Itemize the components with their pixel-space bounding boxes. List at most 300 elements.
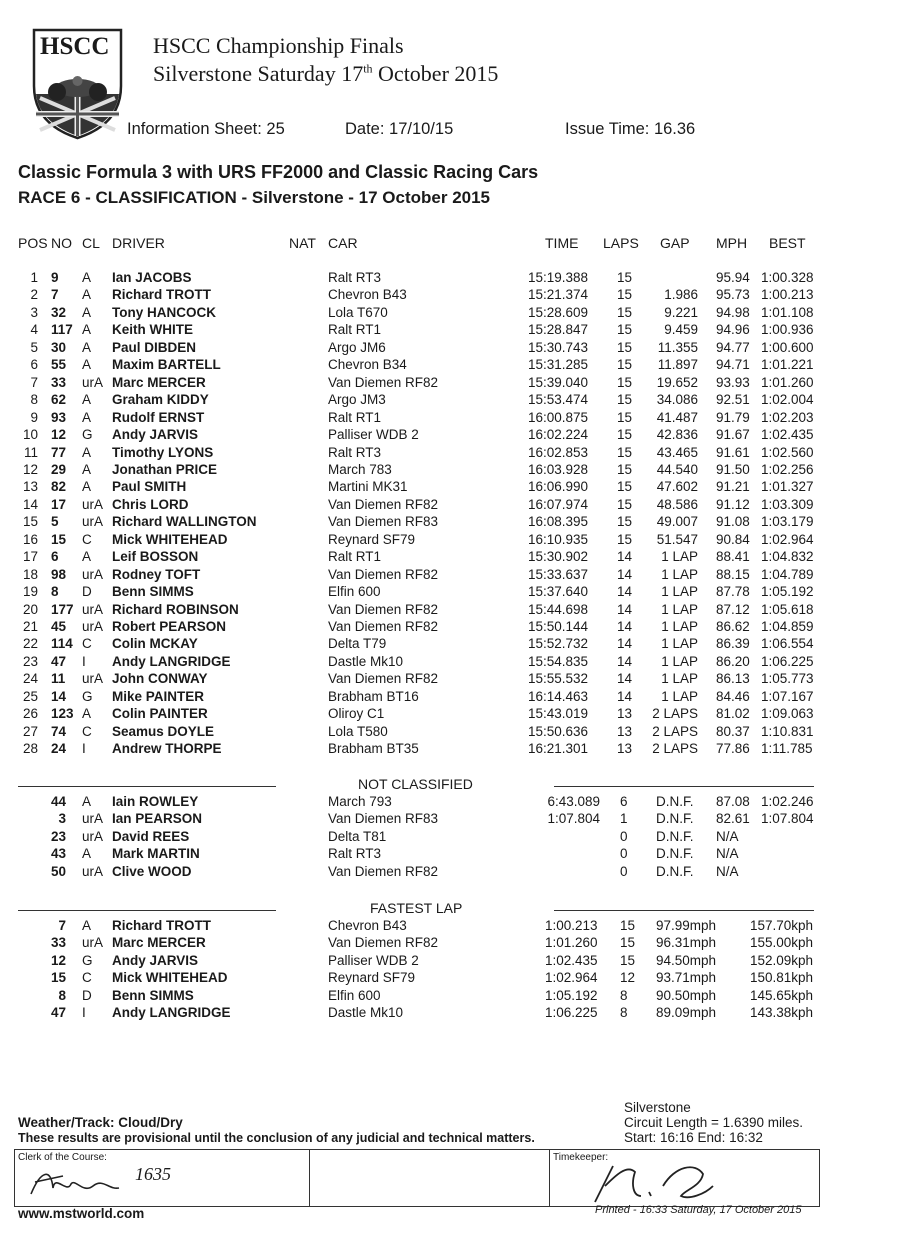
cell-mph: 91.79 [716, 409, 750, 425]
cell-no: 55 [51, 357, 67, 373]
cell-mph: 88.15 [716, 566, 750, 582]
cell-driver: Paul DIBDEN [112, 339, 197, 355]
cell-pos: 22 [22, 636, 38, 652]
cell-class: C [82, 723, 92, 739]
cell-no: 47 [51, 653, 67, 669]
printed-timestamp: Printed - 16:33 Saturday, 17 October 2015 [595, 1204, 802, 1216]
weather: Weather/Track: Cloud/Dry [18, 1115, 183, 1130]
cell-pos: 19 [22, 584, 38, 600]
cell-gap: 41.487 [656, 409, 698, 425]
event-title: HSCC Championship Finals [153, 33, 404, 58]
table-row [0, 846, 917, 863]
cell-driver: Marc MERCER [112, 935, 206, 951]
cell-time: 15:37.640 [528, 584, 589, 600]
cell-class: A [82, 549, 92, 565]
cell-gap: 2 LAPS [652, 706, 698, 722]
cell-no: 15 [51, 531, 67, 547]
cell-no: 50 [50, 863, 66, 879]
cell-class: A [82, 409, 92, 425]
cell-class: A [82, 479, 92, 495]
cell-driver: Chris LORD [112, 496, 189, 512]
cell-car: Reynard SF79 [328, 970, 416, 986]
cell-no: 8 [51, 584, 59, 600]
race-title: Classic Formula 3 with URS FF2000 and Classic Racing Cars [18, 162, 539, 182]
cell-car: Palliser WDB 2 [328, 952, 419, 968]
cell-driver: John CONWAY [112, 671, 208, 687]
cell-driver: Benn SIMMS [112, 987, 194, 1003]
cell-pos: 1 [30, 270, 38, 285]
cell-class: urA [82, 566, 104, 582]
table-row [0, 671, 917, 688]
cell-time: 1:07.804 [547, 811, 600, 827]
cell-mph: 90.50mph [656, 987, 717, 1003]
cell-pos: 24 [22, 671, 38, 687]
table-row [0, 602, 917, 619]
cell-driver: Mick WHITEHEAD [112, 970, 228, 986]
cell-no: 11 [51, 671, 66, 687]
cell-no: 43 [50, 846, 66, 862]
cell-time: 1:06.225 [545, 1005, 598, 1021]
not-classified-title: NOT CLASSIFIED [358, 776, 473, 792]
cell-laps: 6 [620, 794, 628, 809]
cell-kph: 143.38kph [749, 1005, 813, 1021]
cell-driver: Clive WOOD [112, 863, 192, 879]
cell-kph: 152.09kph [749, 952, 813, 968]
cell-time: 15:50.636 [528, 723, 589, 739]
cell-no: 93 [51, 409, 67, 425]
table-row [0, 829, 917, 846]
table-row [0, 340, 917, 357]
cell-best: 1:06.225 [761, 653, 814, 669]
cell-pos: 5 [30, 339, 38, 355]
cell-driver: Jonathan PRICE [112, 461, 218, 477]
cell-laps: 13 [617, 723, 633, 739]
cell-mph: 91.61 [716, 444, 750, 460]
cell-class: C [82, 970, 92, 986]
cell-gap: 1 LAP [661, 619, 698, 634]
cell-driver: Andy JARVIS [112, 427, 199, 443]
table-row [0, 1005, 917, 1022]
cell-pos: 28 [22, 741, 38, 757]
cell-pos: 17 [22, 549, 38, 565]
cell-car: Ralt RT1 [328, 409, 382, 425]
cell-laps: 15 [617, 514, 633, 530]
sheet-date: Date: 17/10/15 [345, 120, 454, 138]
circuit-length: Circuit Length = 1.6390 miles. [624, 1115, 803, 1130]
cell-no: 30 [51, 339, 67, 355]
cell-time: 15:19.388 [528, 270, 589, 285]
cell-no: 117 [51, 322, 73, 338]
cell-pos: 2 [30, 287, 38, 303]
cell-driver: Rodney TOFT [112, 566, 201, 582]
table-row [0, 497, 917, 514]
table-row [0, 724, 917, 741]
cell-driver: Tony HANCOCK [112, 304, 216, 320]
cell-time: 16:10.935 [528, 531, 589, 547]
cell-best: 1:07.804 [761, 811, 814, 827]
cell-class: A [82, 846, 92, 862]
cell-pos: 6 [30, 357, 38, 373]
cell-gap: D.N.F. [656, 811, 694, 827]
cell-no: 7 [58, 918, 66, 933]
cell-mph: 86.62 [716, 619, 750, 634]
cell-car: Van Diemen RF82 [328, 566, 439, 582]
cell-laps: 0 [620, 863, 628, 879]
cell-mph: 90.84 [716, 531, 750, 547]
cell-best: 1:02.560 [761, 444, 814, 460]
cell-driver: Colin PAINTER [112, 706, 208, 722]
cell-laps: 14 [617, 619, 633, 634]
clerk-label: Clerk of the Course: [18, 1152, 107, 1163]
clerk-handwritten-time: 1635 [135, 1164, 171, 1184]
cell-mph: 82.61 [716, 811, 750, 827]
col-car: CAR [328, 235, 358, 251]
cell-laps: 14 [617, 636, 633, 652]
cell-gap: 43.465 [656, 444, 698, 460]
cell-no: 7 [51, 287, 59, 303]
cell-time: 15:44.698 [528, 601, 589, 617]
cell-driver: Keith WHITE [112, 322, 193, 338]
cell-driver: Seamus DOYLE [112, 723, 215, 739]
cell-car: Delta T81 [328, 828, 387, 844]
table-row [0, 584, 917, 601]
cell-no: 45 [51, 619, 67, 634]
cell-best: 1:01.327 [761, 479, 814, 495]
cell-driver: Andrew THORPE [112, 741, 222, 757]
cell-time: 1:05.192 [545, 987, 598, 1003]
cell-car: Lola T580 [328, 723, 388, 739]
table-row [0, 636, 917, 653]
cell-mph: 86.13 [716, 671, 750, 687]
cell-lap: 15 [620, 918, 636, 933]
cell-car: Chevron B43 [328, 287, 407, 303]
cell-laps: 15 [617, 304, 633, 320]
cell-car: Argo JM6 [328, 339, 386, 355]
cell-class: G [82, 688, 93, 704]
cell-driver: Mike PAINTER [112, 688, 205, 704]
cell-time: 15:31.285 [528, 357, 589, 373]
cell-best: 1:02.435 [761, 427, 814, 443]
cell-best: 1:02.964 [761, 531, 814, 547]
cell-lap: 8 [620, 987, 628, 1003]
cell-car: Elfin 600 [328, 987, 381, 1003]
cell-class: urA [82, 863, 104, 879]
cell-no: 12 [50, 952, 66, 968]
cell-mph: 94.77 [716, 339, 750, 355]
cell-best: 1:00.936 [761, 322, 814, 338]
cell-class: urA [82, 514, 104, 530]
table-row [0, 689, 917, 706]
table-row [0, 479, 917, 496]
cell-time: 15:55.532 [528, 671, 589, 687]
cell-mph: 86.39 [716, 636, 750, 652]
cell-car: Van Diemen RF82 [328, 496, 439, 512]
cell-no: 62 [51, 392, 67, 408]
cell-car: March 783 [328, 461, 392, 477]
cell-time: 15:21.374 [528, 287, 589, 303]
cell-driver: Leif BOSSON [112, 549, 199, 565]
cell-pos: 16 [22, 531, 38, 547]
cell-class: urA [82, 374, 104, 390]
cell-car: Van Diemen RF82 [328, 619, 439, 634]
cell-laps: 15 [617, 287, 633, 303]
disclaimer: These results are provisional until the conclusion of any judicial and technical matters. [18, 1131, 535, 1145]
cell-driver: Richard ROBINSON [112, 601, 239, 617]
cell-class: urA [82, 601, 104, 617]
cell-best: 1:05.618 [761, 601, 814, 617]
cell-driver: Colin MCKAY [112, 636, 198, 652]
cell-kph: 150.81kph [749, 970, 813, 986]
cell-time: 16:02.224 [528, 427, 589, 443]
cell-car: Brabham BT16 [328, 688, 419, 704]
cell-mph: N/A [716, 828, 739, 844]
cell-pos: 9 [30, 409, 38, 425]
cell-time: 16:06.990 [528, 479, 589, 495]
cell-car: Ralt RT1 [328, 322, 382, 338]
cell-pos: 26 [22, 706, 38, 722]
cell-best: 1:00.600 [761, 339, 814, 355]
cell-no: 98 [51, 566, 67, 582]
cell-class: A [82, 918, 92, 933]
cell-car: Van Diemen RF83 [328, 811, 439, 827]
cell-gap: 44.540 [656, 461, 698, 477]
cell-best: 1:01.221 [761, 357, 814, 373]
table-row [0, 654, 917, 671]
cell-best: 1:11.785 [761, 741, 813, 757]
cell-pos: 10 [22, 427, 38, 443]
table-row [0, 270, 917, 287]
cell-no: 9 [51, 270, 59, 285]
cell-mph: 95.73 [716, 287, 750, 303]
table-row [0, 935, 917, 952]
cell-car: March 793 [328, 794, 392, 809]
cell-driver: Marc MERCER [112, 374, 206, 390]
cell-laps: 15 [617, 427, 633, 443]
table-row [0, 392, 917, 409]
cell-gap: 51.547 [656, 531, 698, 547]
cell-gap: D.N.F. [656, 863, 694, 879]
cell-mph: 91.08 [716, 514, 750, 530]
cell-mph: 94.98 [716, 304, 750, 320]
cell-best: 1:00.213 [761, 287, 814, 303]
cell-no: 177 [51, 601, 74, 617]
issue-time: Issue Time: 16.36 [565, 120, 696, 138]
cell-time: 15:30.902 [528, 549, 589, 565]
cell-class: A [82, 794, 92, 809]
cell-pos: 23 [22, 653, 38, 669]
cell-time: 1:00.213 [545, 918, 598, 933]
cell-car: Van Diemen RF82 [328, 935, 439, 951]
col-time: TIME [545, 235, 579, 251]
col-nat: NAT [289, 235, 316, 251]
divider [18, 786, 276, 787]
cell-driver: Maxim BARTELL [112, 357, 221, 373]
cell-driver: Richard TROTT [112, 918, 212, 933]
cell-mph: 94.96 [716, 322, 750, 338]
cell-no: 77 [51, 444, 67, 460]
cell-time: 15:28.847 [528, 322, 589, 338]
cell-class: urA [82, 828, 104, 844]
cell-lap: 15 [620, 952, 636, 968]
cell-laps: 1 [620, 811, 628, 827]
table-row [0, 706, 917, 723]
cell-mph: 91.50 [716, 461, 750, 477]
cell-lap: 12 [620, 970, 636, 986]
cell-time: 16:03.928 [528, 461, 589, 477]
event-subtitle: Silverstone Saturday 17th October 2015 [153, 61, 499, 86]
cell-class: A [82, 270, 92, 285]
cell-best: 1:03.179 [761, 514, 814, 530]
cell-gap: 1 LAP [661, 636, 698, 652]
cell-class: A [82, 706, 92, 722]
cell-no: 5 [51, 514, 59, 530]
cell-pos: 11 [23, 444, 38, 460]
cell-car: Lola T670 [328, 304, 388, 320]
cell-gap: 11.897 [657, 357, 698, 373]
table-row [0, 953, 917, 970]
cell-time: 15:54.835 [528, 653, 589, 669]
website: www.mstworld.com [18, 1206, 145, 1221]
cell-driver: Andy LANGRIDGE [112, 1005, 231, 1021]
cell-time: 15:28.609 [528, 304, 589, 320]
cell-best: 1:10.831 [761, 723, 814, 739]
cell-driver: Iain ROWLEY [112, 794, 199, 809]
cell-time: 15:33.637 [528, 566, 589, 582]
cell-car: Elfin 600 [328, 584, 381, 600]
cell-car: Reynard SF79 [328, 531, 416, 547]
cell-gap: 1 LAP [661, 566, 698, 582]
cell-driver: Ian JACOBS [112, 270, 192, 285]
cell-laps: 14 [617, 653, 633, 669]
cell-driver: Benn SIMMS [112, 584, 194, 600]
cell-time: 16:14.463 [528, 688, 589, 704]
table-row [0, 619, 917, 636]
cell-time: 16:00.875 [528, 409, 589, 425]
cell-car: Martini MK31 [328, 479, 408, 495]
cell-time: 1:02.964 [545, 970, 598, 986]
table-row [0, 322, 917, 339]
cell-mph: N/A [716, 863, 739, 879]
cell-lap: 15 [620, 935, 636, 951]
table-row [0, 427, 917, 444]
table-row [0, 375, 917, 392]
table-row [0, 811, 917, 828]
cell-mph: 84.46 [716, 688, 750, 704]
info-sheet: Information Sheet: 25 [127, 120, 285, 138]
cell-mph: 88.41 [716, 549, 750, 565]
cell-laps: 15 [617, 479, 633, 495]
cell-gap: 1 LAP [661, 584, 698, 600]
cell-mph: 81.02 [716, 706, 750, 722]
cell-car: Chevron B43 [328, 918, 407, 933]
cell-no: 123 [51, 706, 74, 722]
cell-laps: 15 [617, 461, 633, 477]
cell-no: 12 [51, 427, 67, 443]
table-row [0, 445, 917, 462]
cell-driver: Graham KIDDY [112, 392, 209, 408]
cell-pos: 18 [22, 566, 38, 582]
cell-mph: 91.21 [716, 479, 750, 495]
table-row [0, 970, 917, 987]
cell-time: 15:53.474 [528, 392, 589, 408]
race-subtitle: RACE 6 - CLASSIFICATION - Silverstone - 17 October 2015 [18, 188, 491, 207]
cell-gap: 34.086 [656, 392, 698, 408]
cell-time: 15:50.144 [528, 619, 589, 634]
col-driver: DRIVER [112, 235, 165, 251]
col-best: BEST [769, 235, 806, 251]
cell-class: urA [82, 935, 104, 951]
cell-best: 1:06.554 [761, 636, 814, 652]
divider [18, 910, 276, 911]
cell-laps: 14 [617, 688, 633, 704]
cell-gap: 42.836 [656, 427, 698, 443]
cell-mph: N/A [716, 846, 739, 862]
cell-mph: 86.20 [716, 653, 750, 669]
venue: Silverstone [624, 1100, 691, 1115]
cell-driver: Andy JARVIS [112, 952, 199, 968]
cell-car: Van Diemen RF82 [328, 374, 439, 390]
cell-laps: 15 [617, 339, 633, 355]
cell-mph: 94.71 [716, 357, 750, 373]
divider [554, 786, 814, 787]
table-row [0, 988, 917, 1005]
cell-best: 1:04.859 [761, 619, 814, 634]
cell-time: 6:43.089 [547, 794, 600, 809]
cell-no: 33 [50, 935, 66, 951]
cell-best: 1:09.063 [761, 706, 814, 722]
cell-car: Brabham BT35 [328, 741, 419, 757]
cell-gap: 47.602 [656, 479, 698, 495]
cell-best: 1:02.004 [761, 392, 814, 408]
cell-mph: 93.93 [716, 374, 750, 390]
cell-no: 32 [51, 304, 67, 320]
cell-gap: D.N.F. [656, 794, 694, 809]
col-gap: GAP [660, 235, 690, 251]
cell-driver: Mark MARTIN [112, 846, 200, 862]
cell-mph: 96.31mph [656, 935, 717, 951]
cell-gap: 1 LAP [661, 671, 698, 687]
cell-no: 33 [51, 374, 67, 390]
cell-pos: 20 [22, 601, 38, 617]
cell-lap: 8 [620, 1005, 628, 1021]
table-row [0, 864, 917, 881]
cell-laps: 0 [620, 846, 628, 862]
cell-time: 16:08.395 [528, 514, 589, 530]
cell-best: 1:05.192 [761, 584, 814, 600]
cell-laps: 15 [617, 392, 633, 408]
cell-best: 1:01.108 [761, 304, 814, 320]
cell-driver: Mick WHITEHEAD [112, 531, 228, 547]
cell-driver: Rudolf ERNST [112, 409, 205, 425]
table-row [0, 567, 917, 584]
cell-time: 16:21.301 [528, 741, 589, 757]
cell-best: 1:04.832 [761, 549, 814, 565]
cell-time: 1:02.435 [545, 952, 598, 968]
cell-time: 15:39.040 [528, 374, 589, 390]
cell-car: Oliroy C1 [328, 706, 385, 722]
cell-pos: 27 [22, 723, 38, 739]
cell-laps: 15 [617, 444, 633, 460]
cell-class: G [82, 427, 93, 443]
cell-car: Van Diemen RF82 [328, 671, 439, 687]
cell-no: 3 [58, 811, 66, 827]
cell-laps: 14 [617, 671, 633, 687]
cell-no: 15 [50, 970, 66, 986]
cell-pos: 13 [22, 479, 38, 495]
cell-laps: 13 [617, 706, 633, 722]
cell-best: 1:01.260 [761, 374, 814, 390]
cell-kph: 145.65kph [749, 987, 813, 1003]
